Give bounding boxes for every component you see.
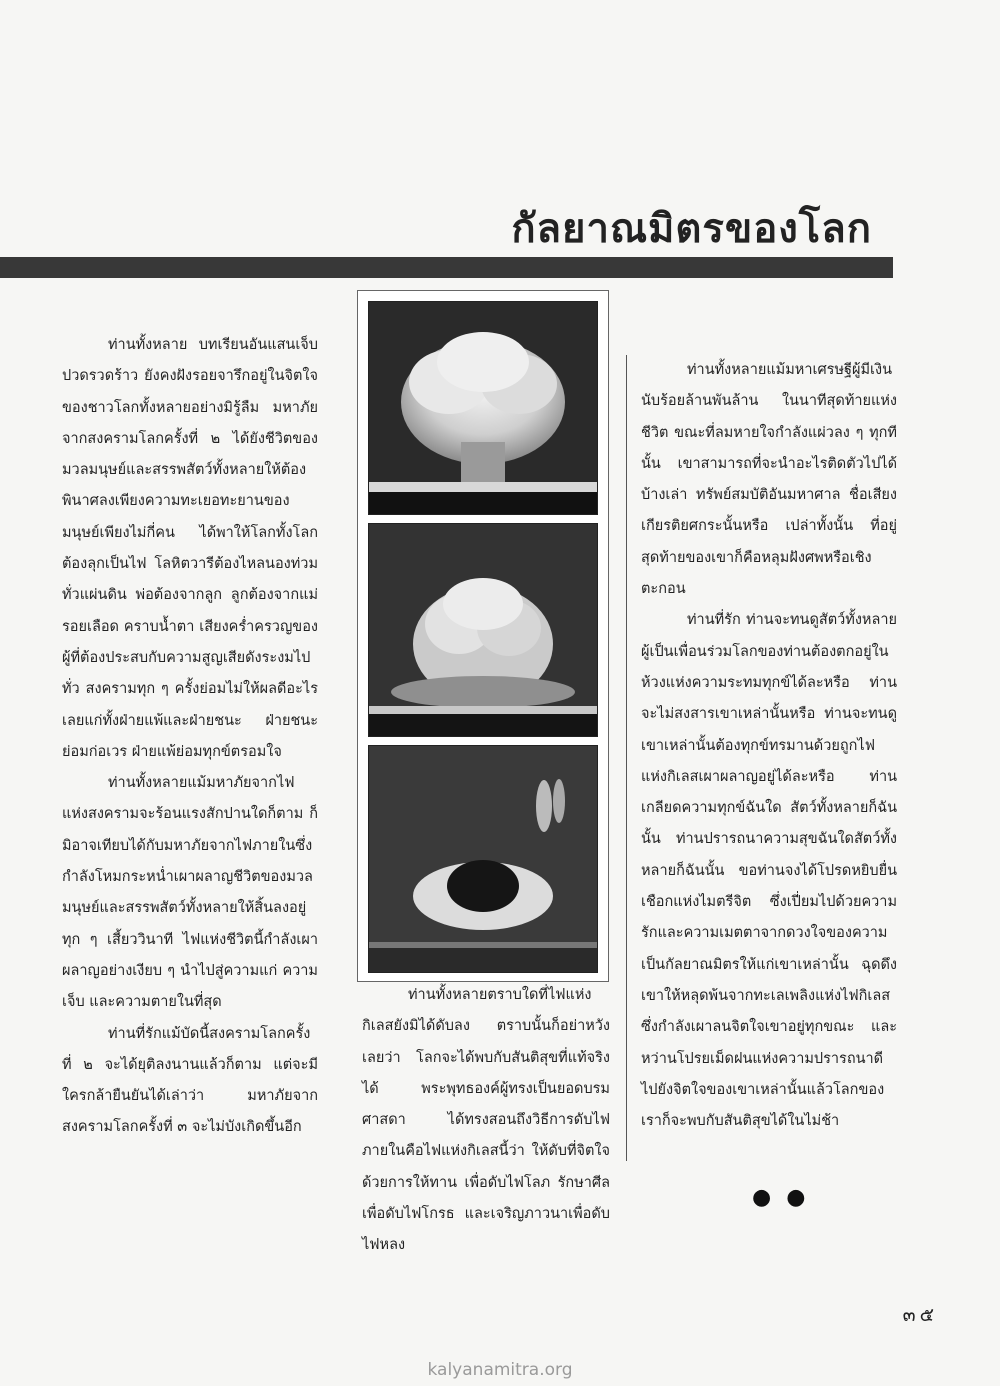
end-mark: ● ● bbox=[752, 1185, 810, 1210]
mushroom-cloud-photo-2 bbox=[368, 523, 598, 737]
photo-panel bbox=[357, 290, 609, 982]
right-column bbox=[641, 355, 897, 1137]
watermark-text: kalyanamitra.org bbox=[427, 1360, 573, 1380]
fireball-photo-3 bbox=[368, 745, 598, 973]
right-paragraph-2: ท่านที่รัก ท่านจะทนดูสัตว์ทั้งหลายผู้เป็นเพื่อนร่วมโลกของท่านต้องตกอยู่ในห้วงแห่งความระทมทุกข์ได้ละหรือ ท่านจะไม่สงสารเขาเหล่านั้นหรือ ท่านจะทนดูเขาเหล่านั้นต้องทุกข์ทรมานด้วยถูกไฟแห่งกิเลสเผาผลาญอยู่ได้ละหรือ ท่านเกลียดความทุกข์ฉันใด สัตว์ทั้งหลายก็ฉันนั้น ท่านปรารถนาความสุขฉันใดสัตว์ทั้งหลายก็ฉันนั้น ขอท่านจงได้โปรดหยิบยื่นเชือกแห่งไมตรีจิต ซึ่งเปี่ยมไปด้วยความรักและความเมตตาจากดวงใจของความเป็นกัลยาณมิตรให้แก่เขาเหล่านั้น ฉุดดึงเขาให้หลุดพ้นจากทะเลเพลิงแห่งไฟกิเลสซึ่งกำลังเผาลนจิตใจเขาอยู่ทุกขณะ และหว่านโปรยเม็ดฝนแห่งความปรารถนาดีไปยังจิตใจของเขาเหล่านั้นแล้วโลกของเราก็จะพบกับสันติสุขได้ในไม่ช้า bbox=[641, 612, 897, 1130]
article-title: กัลยาณมิตรของโลก bbox=[511, 206, 872, 252]
mushroom-cloud-photo-1 bbox=[368, 301, 598, 515]
left-paragraph-2: ท่านทั้งหลายแม้มหาภัยจากไฟแห่งสงครามจะร้อนแรงสักปานใดก็ตาม ก็มิอาจเทียบได้กับมหาภัยจากไฟภายในซึ่งกำลังโหมกระหน่ำเผาผลาญชีวิตของมวลมนุษย์และสรรพสัตว์ทั้งหลายให้สิ้นลงอยู่ทุก ๆ เสี้ยววินาที ไฟแห่งชีวิตนี้กำลังเผาผลาญอย่างเงียบ ๆ นำไปสู่ความแก่ ความเจ็บ และความตายในที่สุด bbox=[62, 775, 318, 1011]
middle-column bbox=[362, 980, 610, 1262]
right-paragraph-1: ท่านทั้งหลายแม้มหาเศรษฐีผู้มีเงินนับร้อยล้านพันล้าน ในนาทีสุดท้ายแห่งชีวิต ขณะที่ลมหายใจกำลังแผ่วลง ๆ ทุกทีนั้น เขาสามารถที่จะนำอะไรติดตัวไปได้บ้างเล่า ทรัพย์สมบัติอันมหาศาล ชื่อเสียงเกียรติยศกระนั้นหรือ เปล่าทั้งนั้น ที่อยู่สุดท้ายของเขาก็คือหลุมฝังศพหรือเชิงตะกอน bbox=[641, 362, 897, 598]
left-column bbox=[62, 330, 318, 1144]
middle-paragraph-1: ท่านทั้งหลายตราบใดที่ไฟแห่งกิเลสยังมิได้ดับลง ตราบนั้นก็อย่าหวังเลยว่า โลกจะได้พบกับสันติสุขที่แท้จริงได้ พระพุทธองค์ผู้ทรงเป็นยอดบรมศาสดา ได้ทรงสอนถึงวิธีการดับไฟภายในคือไฟแห่งกิเลสนี้ว่า ให้ดับที่จิตใจด้วยการให้ทาน เพื่อดับไฟโลภ รักษาศีลเพื่อดับไฟโกรธ และเจริญภาวนาเพื่อดับไฟหลง bbox=[362, 987, 610, 1254]
left-paragraph-1: ท่านทั้งหลาย บทเรียนอันแสนเจ็บปวดรวดร้าว ยังคงฝังรอยจารึกอยู่ในจิตใจของชาวโลกทั้งหลายอย่างมิรู้ลืม มหาภัยจากสงครามโลกครั้งที่ ๒ ได้ยังชีวิตของมวลมนุษย์และสรรพสัตว์ทั้งหลายให้ต้องพินาศลงเพียงความทะเยอทะยานของมนุษย์เพียงไม่กี่คน ได้พาให้โลกทั้งโลกต้องลุกเป็นไฟ โลหิตวารีต้องไหลนองท่วมทั่วแผ่นดิน พ่อต้องจากลูก ลูกต้องจากแม่ รอยเลือด คราบน้ำตา เสียงคร่ำครวญของผู้ที่ต้องประสบกับความสูญเสียดังระงมไปทั่ว สงครามทุก ๆ ครั้งย่อมไม่ให้ผลดีอะไรเลยแก่ทั้งฝ่ายแพ้และฝ่ายชนะ ฝ่ายชนะย่อมก่อเวร ฝ่ายแพ้ย่อมทุกข์ตรอมใจ bbox=[62, 337, 318, 760]
title-rule-bar bbox=[0, 257, 893, 278]
left-paragraph-3: ท่านที่รักแม้บัดนี้สงครามโลกครั้งที่ ๒ จะได้ยุติลงนานแล้วก็ตาม แต่จะมีใครกล้ายืนยันได้เล่าว่า มหาภัยจากสงครามโลกครั้งที่ ๓ จะไม่บังเกิดขึ้นอีก bbox=[62, 1025, 318, 1136]
page-number: ๓๕ bbox=[902, 1304, 938, 1326]
column-divider bbox=[626, 355, 627, 1161]
